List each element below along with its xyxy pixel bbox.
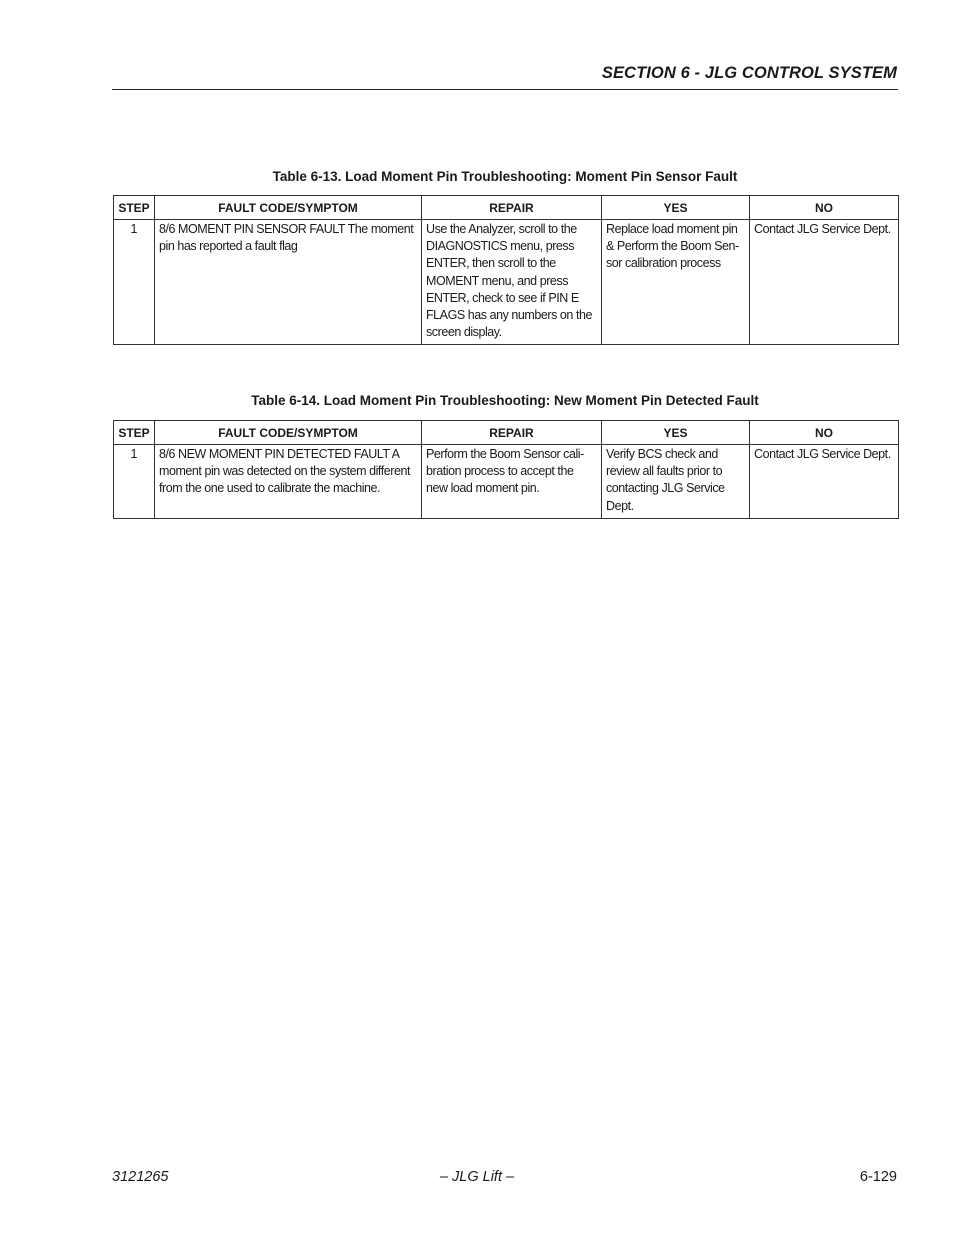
yes-cell: Verify BCS check and review all faults prior to contacting JLG Service Dept.	[602, 445, 750, 519]
column-header-yes: YES	[602, 196, 750, 220]
symptom-cell: 8/6 NEW MOMENT PIN DETECTED FAULT A moment pin was detected on the system different from the one used to calibrate the machine.	[155, 445, 422, 519]
table-row	[114, 445, 899, 519]
table-6-13	[113, 195, 899, 345]
page-number: 6-129	[859, 1169, 897, 1185]
column-header-step: STEP	[114, 196, 155, 220]
document-number: 3121265	[112, 1169, 169, 1185]
column-header-repair: REPAIR	[422, 421, 602, 445]
column-header-no: NO	[750, 196, 899, 220]
table-header-row	[114, 196, 899, 220]
table-6-13-caption: Table 6-13. Load Moment Pin Troubleshooting: Moment Pin Sensor Fault	[272, 169, 738, 184]
table-row	[114, 220, 899, 345]
step-cell: 1	[114, 445, 155, 519]
column-header-repair: REPAIR	[422, 196, 602, 220]
repair-cell: Perform the Boom Sensor cali-bration process to accept the new load moment pin.	[422, 445, 602, 519]
symptom-cell: 8/6 MOMENT PIN SENSOR FAULT The moment pin has reported a fault flag	[155, 220, 422, 345]
table-6-14-caption: Table 6-14. Load Moment Pin Troubleshooting: New Moment Pin Detected Fault	[251, 393, 759, 408]
repair-cell: Use the Analyzer, scroll to the DIAGNOSTICS menu, press ENTER, then scroll to the MOMENT menu, and press ENTER, check to see if PIN E FLAGS has any numbers on the screen display.	[422, 220, 602, 345]
column-header-step: STEP	[114, 421, 155, 445]
no-cell: Contact JLG Service Dept.	[750, 220, 899, 345]
header-divider	[112, 89, 898, 90]
column-header-fault-code: FAULT CODE/SYMPTOM	[155, 196, 422, 220]
table-6-14	[113, 420, 899, 519]
no-cell: Contact JLG Service Dept.	[750, 445, 899, 519]
column-header-no: NO	[750, 421, 899, 445]
section-title: SECTION 6 - JLG CONTROL SYSTEM	[601, 64, 897, 82]
column-header-yes: YES	[602, 421, 750, 445]
column-header-fault-code: FAULT CODE/SYMPTOM	[155, 421, 422, 445]
publisher-label: – JLG Lift –	[439, 1169, 515, 1185]
table-header-row	[114, 421, 899, 445]
yes-cell: Replace load moment pin & Perform the Boom Sen-sor calibration process	[602, 220, 750, 345]
step-cell: 1	[114, 220, 155, 345]
